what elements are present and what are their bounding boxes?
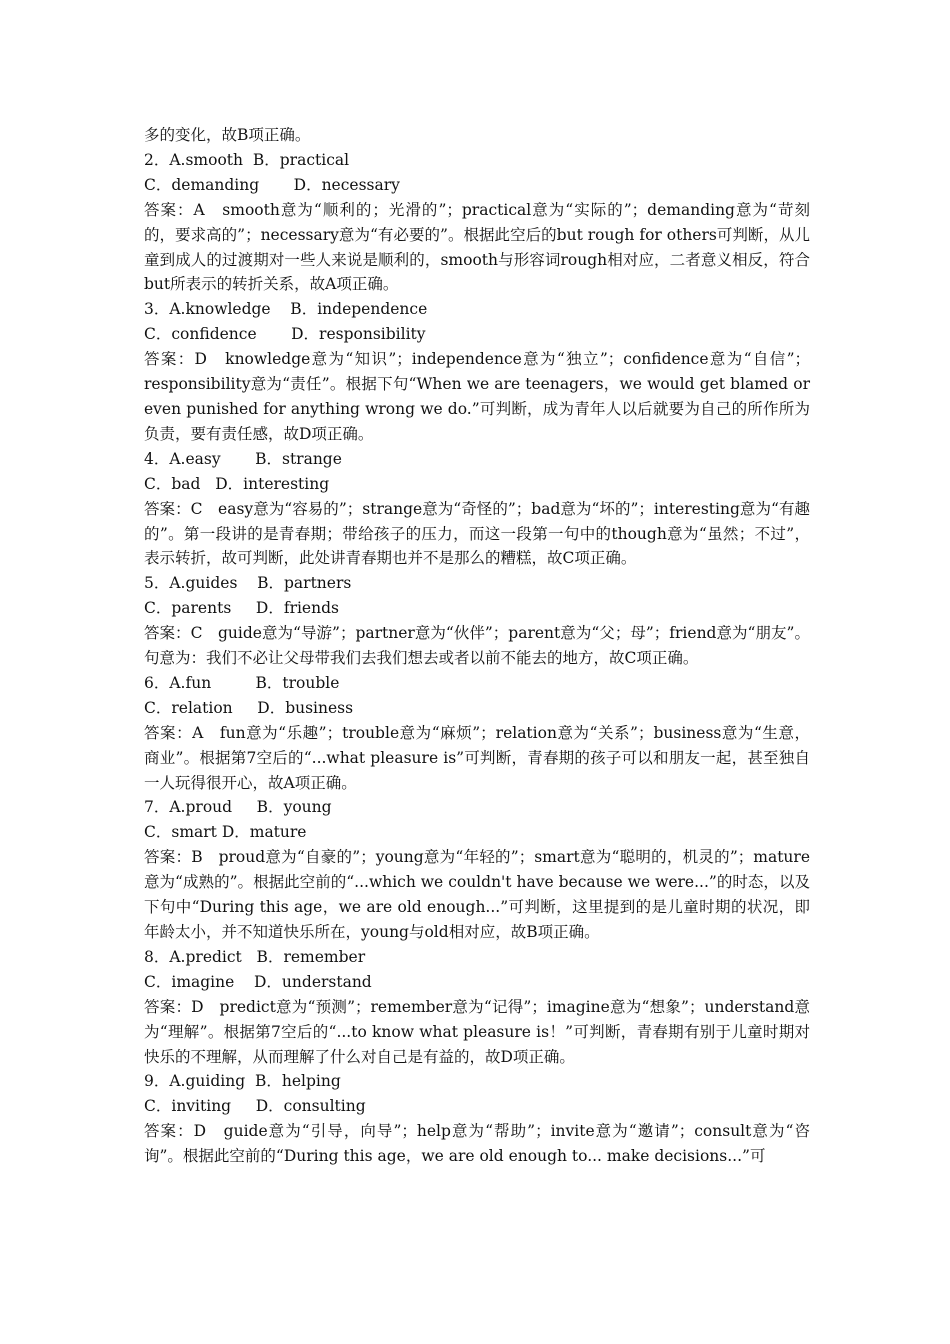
answer-explanation: 答案：D predict意为“预测”；remember意为“记得”；imagine意为“想象”；understand意为“理解”。根据第7空后的“...to know what pleasure is！”可判断，青春期有别于儿童时期对快乐的不理解，从而理解了什么对自己是有益的，故D项正确。 <box>144 997 810 1066</box>
question-options: C．imagine D．understand <box>144 972 372 991</box>
answer-explanation: 答案：C guide意为“导游”；partner意为“伙伴”；parent意为“父；母”；friend意为“朋友”。句意为：我们不必让父母带我们去我们想去或者以前不能去的地方，故C项正确。 <box>144 624 810 668</box>
question-options: C．confidence D．responsibility <box>144 325 426 344</box>
answer-explanation: 答案：A smooth意为“顺利的；光滑的”；practical意为“实际的”；demanding意为“苛刻的，要求高的”；necessary意为“有必要的”。根据此空后的but rough for others可判断，从儿童到成人的过渡期对一些人来说是顺利的，smooth与形容词rough相对应，二者意义相反，符合but所表示的转折关系，故A项正确。 <box>144 200 810 294</box>
question-options: 9．A.guiding B．helping <box>144 1072 341 1091</box>
answer-explanation: 答案：A fun意为“乐趣”；trouble意为“麻烦”；relation意为“关系”；business意为“生意，商业”。根据第7空后的“...what pleasure is”可判断，青春期的孩子可以和朋友一起，甚至独自一人玩得很开心，故A项正确。 <box>144 723 810 792</box>
document-body <box>144 123 810 1169</box>
question-options: 5．A.guides B．partners <box>144 574 352 593</box>
answer-explanation: 答案：C easy意为“容易的”；strange意为“奇怪的”；bad意为“坏的”；interesting意为“有趣的”。第一段讲的是青春期；带给孩子的压力，而这一段第一句中的though意为“虽然；不过”，表示转折，故可判断，此处讲青春期也并不是那么的糟糕，故C项正确。 <box>144 499 810 568</box>
question-options: C．relation D．business <box>144 698 354 717</box>
question-options: C．smart D．mature <box>144 823 307 842</box>
answer-explanation: 答案：D guide意为“引导，向导”；help意为“帮助”；invite意为“邀请”；consult意为“咨询”。根据此空前的“During this age，we are old enough to... make decisions...”可 <box>144 1122 810 1166</box>
question-options: C．bad D．interesting <box>144 474 330 493</box>
question-options: C．parents D．friends <box>144 599 339 618</box>
question-options: 3．A.knowledge B．independence <box>144 300 428 319</box>
answer-explanation: 答案：B proud意为“自豪的”；young意为“年轻的”；smart意为“聪明的，机灵的”；mature意为“成熟的”。根据此空前的“...which we couldn't have because we were...”的时态，以及下句中“During this age，we are old enough...”可判断，这里提到的是儿童时期的状况，即年龄太小，并不知道快乐所在，young与old相对应，故B项正确。 <box>144 848 810 941</box>
answer-explanation: 答案：D knowledge意为“知识”；independence意为“独立”；confidence意为“自信”；responsibility意为“责任”。根据下句“When we are teenagers，we would get blamed or even punished for anything wrong we do.”可判断，成为青年人以后就要为自己的所作所为负责，要有责任感，故D项正确。 <box>144 350 810 443</box>
question-options: 8．A.predict B．remember <box>144 947 366 966</box>
question-options: 2．A.smooth B．practical <box>144 150 350 169</box>
question-options: 4．A.easy B．strange <box>144 449 342 468</box>
question-options: C．inviting D．consulting <box>144 1097 366 1116</box>
answer-explanation: 多的变化，故B项正确。 <box>144 126 311 144</box>
question-options: 7．A.proud B．young <box>144 798 332 817</box>
question-options: 6．A.fun B．trouble <box>144 673 340 692</box>
question-options: C．demanding D．necessary <box>144 175 400 194</box>
